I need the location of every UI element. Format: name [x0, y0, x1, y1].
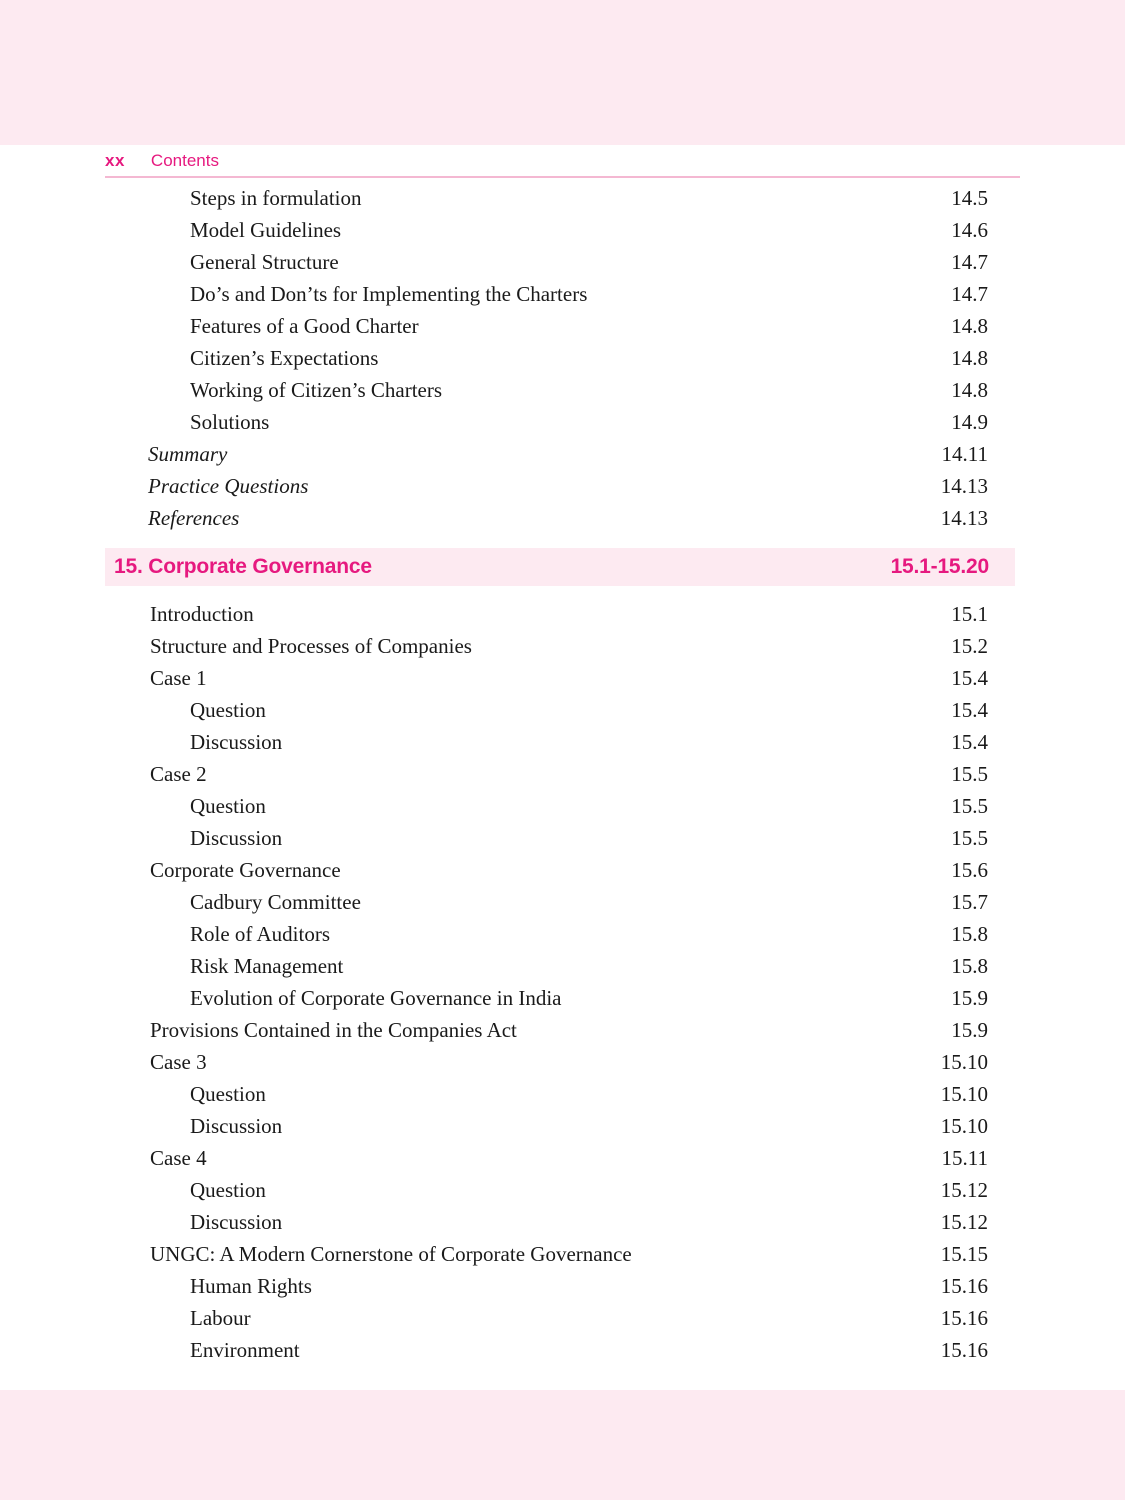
- toc-entry[interactable]: [105, 598, 1020, 630]
- toc-entry-title: Model Guidelines: [190, 218, 342, 242]
- toc-entry-page-number: 15.9: [951, 986, 988, 1010]
- running-head-rule: [105, 176, 1020, 178]
- toc-entry-title: Discussion: [190, 1114, 283, 1138]
- toc-entry[interactable]: [105, 1014, 1020, 1046]
- toc-entry[interactable]: [105, 822, 1020, 854]
- toc-entry-title: Features of a Good Charter: [190, 314, 419, 338]
- chapter-title: 15. Corporate Governance: [114, 555, 372, 578]
- toc-entry-title: Steps in formulation: [190, 186, 362, 210]
- toc-entry-title: Discussion: [190, 730, 283, 754]
- toc-entry[interactable]: [105, 1174, 1020, 1206]
- toc-entry-page-number: 15.16: [940, 1306, 988, 1330]
- toc-entry-page-number: 15.16: [940, 1338, 988, 1362]
- toc-entry-page-number: 15.1: [951, 602, 988, 626]
- toc-entry[interactable]: [105, 918, 1020, 950]
- toc-entry-page-number: 15.6: [951, 858, 988, 882]
- running-head: [105, 146, 1020, 176]
- toc-entry[interactable]: [105, 982, 1020, 1014]
- toc-entry-page-number: 14.6: [951, 218, 988, 242]
- toc-entry-title: Discussion: [190, 1210, 283, 1234]
- toc-entry-title: Practice Questions: [148, 474, 309, 498]
- toc-entry-title: General Structure: [190, 250, 339, 274]
- toc-entry-title: Cadbury Committee: [190, 890, 361, 914]
- toc-entry-title: Case 2: [150, 762, 207, 786]
- toc-entry-page-number: 15.4: [951, 698, 988, 722]
- toc-entry[interactable]: [105, 246, 1020, 278]
- toc-entry-title: Risk Management: [190, 954, 344, 978]
- toc-entry[interactable]: [105, 470, 1020, 502]
- toc-entry-page-number: 14.7: [951, 250, 988, 274]
- toc-entry-title: Do’s and Don’ts for Implementing the Charters: [190, 282, 588, 306]
- toc-entry-page-number: 15.9: [951, 1018, 988, 1042]
- chapter-heading-bar[interactable]: [105, 548, 1015, 586]
- toc-entry-title: Corporate Governance: [150, 858, 341, 882]
- toc-entry-title: Introduction: [150, 602, 254, 626]
- toc-entry-title: Structure and Processes of Companies: [150, 634, 472, 658]
- toc-entry[interactable]: [105, 1078, 1020, 1110]
- toc-entry[interactable]: [105, 1238, 1020, 1270]
- toc-entry-title: Question: [190, 1178, 266, 1202]
- toc-entry-page-number: 15.4: [951, 666, 988, 690]
- toc-entry-page-number: 15.12: [940, 1210, 988, 1234]
- toc-entry-title: Citizen’s Expectations: [190, 346, 379, 370]
- toc-entry[interactable]: [105, 406, 1020, 438]
- toc-entry[interactable]: [105, 278, 1020, 310]
- toc-entry[interactable]: [105, 1142, 1020, 1174]
- toc-entry-page-number: 15.2: [951, 634, 988, 658]
- toc-entry-title: Case 4: [150, 1146, 207, 1170]
- toc-entry-page-number: 15.5: [951, 826, 988, 850]
- toc-entry-page-number: 15.10: [940, 1050, 988, 1074]
- table-of-contents: [105, 182, 1020, 1366]
- toc-entry[interactable]: [105, 950, 1020, 982]
- toc-entry-page-number: 15.5: [951, 762, 988, 786]
- running-head-label: Contents: [150, 151, 219, 170]
- toc-entry-page-number: 15.5: [951, 794, 988, 818]
- toc-entry-title: Discussion: [190, 826, 283, 850]
- toc-entry-page-number: 15.12: [940, 1178, 988, 1202]
- toc-entry[interactable]: [105, 502, 1020, 534]
- toc-entry[interactable]: [105, 182, 1020, 214]
- toc-entry-title: Question: [190, 698, 266, 722]
- toc-entry[interactable]: [105, 662, 1020, 694]
- toc-entry-page-number: 14.8: [951, 378, 988, 402]
- toc-entry-page-number: 14.7: [951, 282, 988, 306]
- page-bottom-decorative-band: [0, 1390, 1125, 1500]
- toc-entry[interactable]: [105, 758, 1020, 790]
- toc-entry-page-number: 15.8: [951, 954, 988, 978]
- toc-entry[interactable]: [105, 630, 1020, 662]
- toc-entry-title: Evolution of Corporate Governance in India: [190, 986, 562, 1010]
- toc-entry-page-number: 14.8: [951, 314, 988, 338]
- toc-entry[interactable]: [105, 726, 1020, 758]
- toc-entry-page-number: 14.5: [951, 186, 988, 210]
- page-top-decorative-band: [0, 0, 1125, 145]
- toc-entry-page-number: 15.7: [951, 890, 988, 914]
- toc-entry[interactable]: [105, 214, 1020, 246]
- toc-entry-page-number: 14.9: [951, 410, 988, 434]
- toc-entry[interactable]: [105, 1206, 1020, 1238]
- toc-entry[interactable]: [105, 790, 1020, 822]
- toc-entry-page-number: 15.4: [951, 730, 988, 754]
- toc-entry[interactable]: [105, 694, 1020, 726]
- toc-entry-page-number: 15.8: [951, 922, 988, 946]
- toc-entry-page-number: 14.13: [940, 474, 988, 498]
- toc-entry-title: Environment: [190, 1338, 300, 1362]
- toc-entry-page-number: 15.15: [940, 1242, 988, 1266]
- chapter-page-range: 15.1-15.20: [890, 555, 989, 578]
- toc-entry[interactable]: [105, 1046, 1020, 1078]
- toc-entry-title: Summary: [148, 442, 228, 466]
- toc-entry-title: Labour: [190, 1306, 251, 1330]
- toc-entry-title: Human Rights: [190, 1274, 312, 1298]
- toc-entry[interactable]: [105, 1110, 1020, 1142]
- toc-entry-title: Question: [190, 794, 266, 818]
- toc-entry[interactable]: [105, 854, 1020, 886]
- toc-entry-title: Case 1: [150, 666, 207, 690]
- toc-entry[interactable]: [105, 886, 1020, 918]
- toc-entry-page-number: 14.11: [941, 442, 988, 466]
- toc-entry-title: References: [148, 506, 240, 530]
- toc-entry-page-number: 15.16: [940, 1274, 988, 1298]
- toc-entry-title: Working of Citizen’s Charters: [190, 378, 443, 402]
- toc-entry-page-number: 15.10: [940, 1082, 988, 1106]
- toc-entry-title: Provisions Contained in the Companies Act: [150, 1018, 517, 1042]
- toc-entry[interactable]: [105, 1334, 1020, 1366]
- toc-entry[interactable]: [105, 342, 1020, 374]
- toc-entry[interactable]: [105, 1302, 1020, 1334]
- toc-entry-title: Role of Auditors: [190, 922, 330, 946]
- toc-entry-title: UNGC: A Modern Cornerstone of Corporate Governance: [150, 1242, 632, 1266]
- toc-entry[interactable]: [105, 438, 1020, 470]
- toc-entry[interactable]: [105, 374, 1020, 406]
- toc-entry-title: Case 3: [150, 1050, 207, 1074]
- toc-entry[interactable]: [105, 1270, 1020, 1302]
- toc-entry[interactable]: [105, 310, 1020, 342]
- toc-entry-title: Question: [190, 1082, 266, 1106]
- toc-entry-page-number: 15.10: [940, 1114, 988, 1138]
- toc-entry-page-number: 14.13: [940, 506, 988, 530]
- folio-number: xx: [105, 151, 125, 170]
- toc-entry-title: Solutions: [190, 410, 270, 434]
- toc-entry-page-number: 15.11: [941, 1146, 988, 1170]
- toc-entry-page-number: 14.8: [951, 346, 988, 370]
